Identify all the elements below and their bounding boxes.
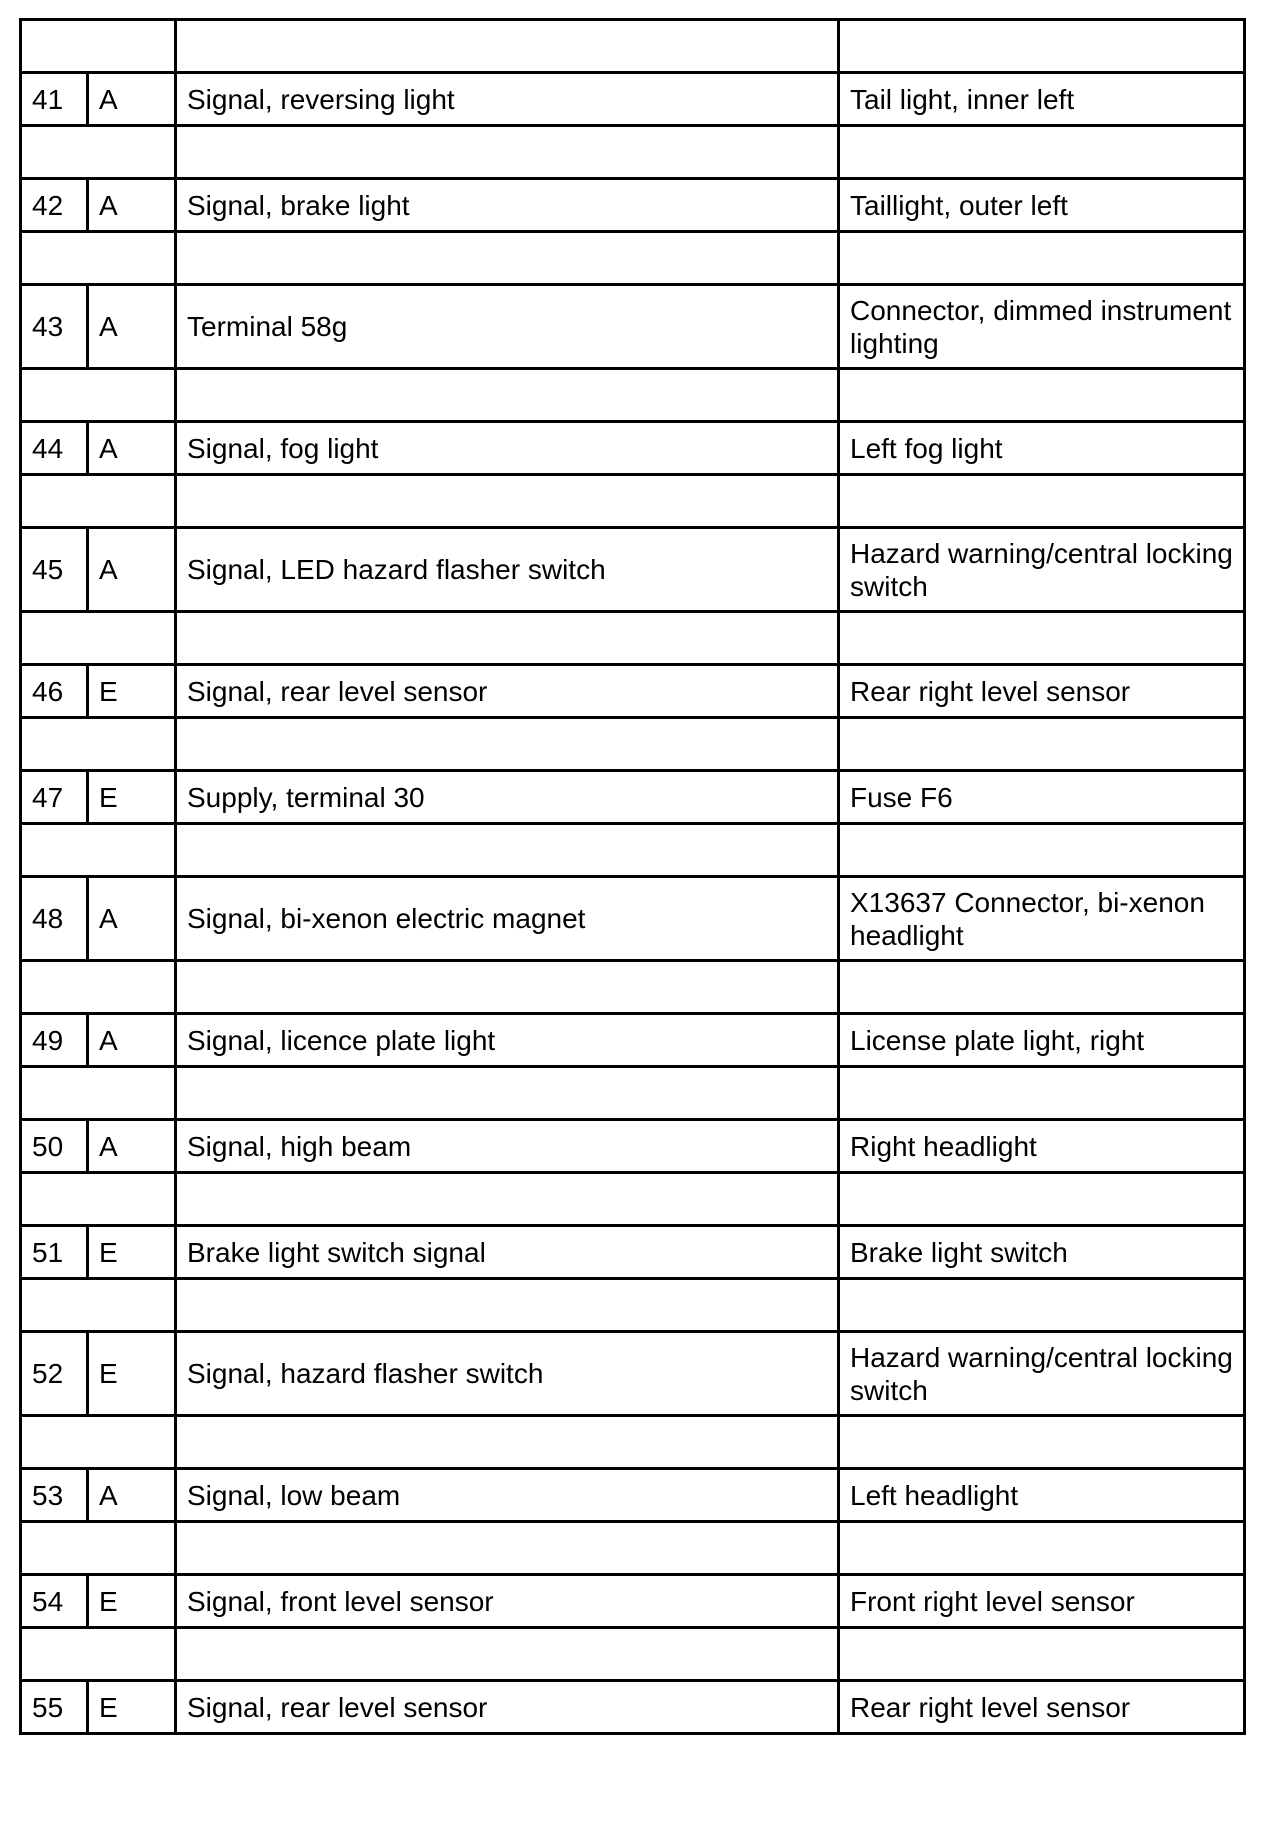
pin-number-cell: 41 xyxy=(21,73,88,126)
blank-cell xyxy=(176,1416,839,1469)
blank-cell xyxy=(21,1279,176,1332)
destination-cell: Left fog light xyxy=(839,422,1245,475)
destination-cell: Brake light switch xyxy=(839,1226,1245,1279)
pin-number-cell: 51 xyxy=(21,1226,88,1279)
signal-cell: Signal, fog light xyxy=(176,422,839,475)
blank-cell xyxy=(839,232,1245,285)
signal-cell: Signal, reversing light xyxy=(176,73,839,126)
table-row xyxy=(21,1681,1245,1734)
pin-number-cell: 44 xyxy=(21,422,88,475)
direction-cell: A xyxy=(88,1014,176,1067)
pin-number-cell: 43 xyxy=(21,285,88,369)
destination-cell: Left headlight xyxy=(839,1469,1245,1522)
blank-cell xyxy=(176,612,839,665)
pin-number-cell: 42 xyxy=(21,179,88,232)
blank-cell xyxy=(839,475,1245,528)
signal-cell: Signal, brake light xyxy=(176,179,839,232)
destination-cell: Right headlight xyxy=(839,1120,1245,1173)
table-row xyxy=(21,528,1245,612)
blank-cell xyxy=(176,718,839,771)
blank-cell xyxy=(21,1173,176,1226)
blank-cell xyxy=(21,1416,176,1469)
table-row xyxy=(21,1014,1245,1067)
blank-cell xyxy=(176,1173,839,1226)
spacer-row xyxy=(21,126,1245,179)
blank-cell xyxy=(176,1067,839,1120)
pin-number-cell: 52 xyxy=(21,1332,88,1416)
destination-cell: Fuse F6 xyxy=(839,771,1245,824)
blank-cell xyxy=(839,126,1245,179)
blank-cell xyxy=(176,1628,839,1681)
spacer-row xyxy=(21,1628,1245,1681)
blank-cell xyxy=(21,232,176,285)
blank-cell xyxy=(21,369,176,422)
blank-cell xyxy=(21,718,176,771)
spacer-row xyxy=(21,718,1245,771)
blank-cell xyxy=(839,1628,1245,1681)
blank-cell xyxy=(176,20,839,73)
table-row xyxy=(21,877,1245,961)
blank-cell xyxy=(176,369,839,422)
destination-cell: X13637 Connector, bi-xenon headlight xyxy=(839,877,1245,961)
destination-cell: Rear right level sensor xyxy=(839,665,1245,718)
blank-cell xyxy=(21,961,176,1014)
signal-cell: Signal, LED hazard flasher switch xyxy=(176,528,839,612)
signal-cell: Signal, low beam xyxy=(176,1469,839,1522)
destination-cell: Connector, dimmed instrument lighting xyxy=(839,285,1245,369)
pin-number-cell: 46 xyxy=(21,665,88,718)
blank-cell xyxy=(176,1522,839,1575)
destination-cell: License plate light, right xyxy=(839,1014,1245,1067)
direction-cell: E xyxy=(88,1332,176,1416)
spacer-row xyxy=(21,369,1245,422)
pin-assignment-table xyxy=(19,18,1246,1735)
blank-cell xyxy=(839,1173,1245,1226)
table-row xyxy=(21,771,1245,824)
blank-cell xyxy=(21,475,176,528)
table-row xyxy=(21,285,1245,369)
destination-cell: Taillight, outer left xyxy=(839,179,1245,232)
direction-cell: A xyxy=(88,877,176,961)
blank-cell xyxy=(839,1067,1245,1120)
blank-cell xyxy=(176,475,839,528)
blank-cell xyxy=(839,369,1245,422)
signal-cell: Signal, rear level sensor xyxy=(176,665,839,718)
blank-cell xyxy=(21,20,176,73)
table-row xyxy=(21,73,1245,126)
blank-cell xyxy=(176,1279,839,1332)
signal-cell: Supply, terminal 30 xyxy=(176,771,839,824)
direction-cell: A xyxy=(88,422,176,475)
blank-cell xyxy=(839,1522,1245,1575)
blank-cell xyxy=(839,20,1245,73)
pin-number-cell: 48 xyxy=(21,877,88,961)
direction-cell: A xyxy=(88,528,176,612)
table-row xyxy=(21,1469,1245,1522)
direction-cell: A xyxy=(88,285,176,369)
destination-cell: Tail light, inner left xyxy=(839,73,1245,126)
signal-cell: Brake light switch signal xyxy=(176,1226,839,1279)
direction-cell: E xyxy=(88,1681,176,1734)
direction-cell: E xyxy=(88,1575,176,1628)
spacer-row xyxy=(21,612,1245,665)
spacer-row xyxy=(21,1173,1245,1226)
spacer-row xyxy=(21,1416,1245,1469)
pin-number-cell: 45 xyxy=(21,528,88,612)
blank-cell xyxy=(21,824,176,877)
signal-cell: Signal, front level sensor xyxy=(176,1575,839,1628)
spacer-row xyxy=(21,961,1245,1014)
signal-cell: Signal, licence plate light xyxy=(176,1014,839,1067)
direction-cell: E xyxy=(88,1226,176,1279)
spacer-row xyxy=(21,1279,1245,1332)
table-row xyxy=(21,1332,1245,1416)
pin-number-cell: 47 xyxy=(21,771,88,824)
blank-cell xyxy=(176,961,839,1014)
spacer-row xyxy=(21,20,1245,73)
pin-number-cell: 54 xyxy=(21,1575,88,1628)
signal-cell: Signal, rear level sensor xyxy=(176,1681,839,1734)
destination-cell: Hazard warning/central locking switch xyxy=(839,1332,1245,1416)
spacer-row xyxy=(21,1522,1245,1575)
pin-number-cell: 49 xyxy=(21,1014,88,1067)
direction-cell: A xyxy=(88,1120,176,1173)
blank-cell xyxy=(21,612,176,665)
table-row xyxy=(21,422,1245,475)
pin-number-cell: 50 xyxy=(21,1120,88,1173)
table-row xyxy=(21,665,1245,718)
blank-cell xyxy=(176,232,839,285)
pin-number-cell: 53 xyxy=(21,1469,88,1522)
signal-cell: Terminal 58g xyxy=(176,285,839,369)
table-row xyxy=(21,1120,1245,1173)
destination-cell: Rear right level sensor xyxy=(839,1681,1245,1734)
direction-cell: A xyxy=(88,73,176,126)
spacer-row xyxy=(21,1067,1245,1120)
spacer-row xyxy=(21,232,1245,285)
blank-cell xyxy=(839,961,1245,1014)
blank-cell xyxy=(839,718,1245,771)
blank-cell xyxy=(21,126,176,179)
signal-cell: Signal, bi-xenon electric magnet xyxy=(176,877,839,961)
direction-cell: A xyxy=(88,1469,176,1522)
blank-cell xyxy=(839,1416,1245,1469)
direction-cell: E xyxy=(88,665,176,718)
table-row xyxy=(21,1575,1245,1628)
blank-cell xyxy=(839,612,1245,665)
signal-cell: Signal, high beam xyxy=(176,1120,839,1173)
table-body xyxy=(21,20,1245,1734)
blank-cell xyxy=(839,1279,1245,1332)
blank-cell xyxy=(176,126,839,179)
table-row xyxy=(21,1226,1245,1279)
table-row xyxy=(21,179,1245,232)
blank-cell xyxy=(21,1067,176,1120)
direction-cell: E xyxy=(88,771,176,824)
direction-cell: A xyxy=(88,179,176,232)
blank-cell xyxy=(176,824,839,877)
spacer-row xyxy=(21,475,1245,528)
blank-cell xyxy=(21,1628,176,1681)
destination-cell: Front right level sensor xyxy=(839,1575,1245,1628)
pin-number-cell: 55 xyxy=(21,1681,88,1734)
blank-cell xyxy=(21,1522,176,1575)
blank-cell xyxy=(839,824,1245,877)
spacer-row xyxy=(21,824,1245,877)
destination-cell: Hazard warning/central locking switch xyxy=(839,528,1245,612)
signal-cell: Signal, hazard flasher switch xyxy=(176,1332,839,1416)
